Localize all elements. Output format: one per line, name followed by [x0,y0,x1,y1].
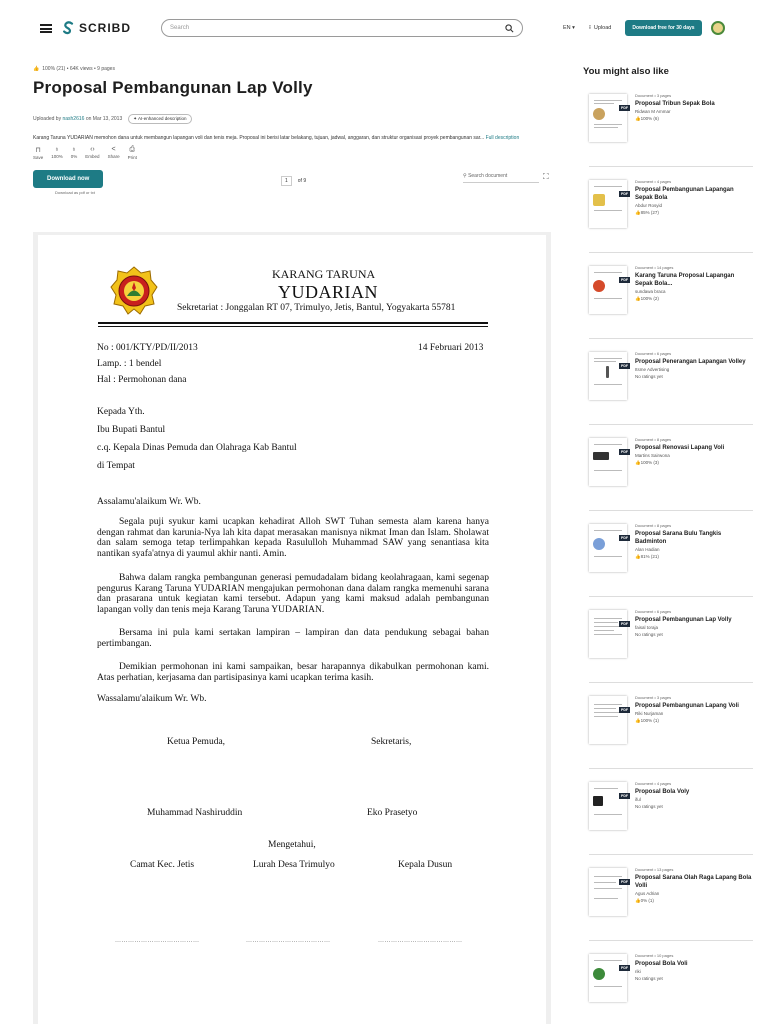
document-title: Proposal Pembangunan Lap Volly [635,617,732,623]
thumbnail-image [593,280,605,292]
action-label: Save [33,155,44,160]
document-rating: No ratings yet [635,374,663,379]
document-rating: No ratings yet [635,804,663,809]
recommended-document[interactable] [583,432,753,518]
upload-date: on Mar 13, 2013 [85,116,123,122]
letter-paragraph: Bersama ini pula kami sertakan lampiran – lampiran dan data pendukung sebagai bahan pertimbangan. [97,628,489,649]
divider [589,166,753,167]
letter-org-line1: KARANG TARUNA [272,267,376,281]
share-icon: < [111,146,116,153]
divider [589,854,753,855]
recommendations-sidebar [583,66,753,981]
rating-text: 100% (2) [640,296,659,301]
save-button[interactable] [33,146,43,160]
language-selector[interactable]: EN ▾ [563,25,575,31]
recommended-document[interactable] [583,174,753,260]
document-type: Document • 8 pages [635,523,672,528]
page-title: Proposal Pembangunan Lap Volly [33,78,313,97]
acknowledgement: Mengetahui, [268,840,316,850]
rating-text: 100% (6) [640,116,659,121]
rating-text: 0% (1) [640,898,654,903]
embed-icon: ‹› [90,146,95,153]
thumbnail-image [593,796,603,806]
upload-icon: ⭱ [588,24,591,31]
document-page [38,235,546,1024]
recommended-document[interactable] [583,604,753,690]
document-type: Document • 6 pages [635,609,672,614]
document-thumbnail [589,524,627,572]
signatory-role: Camat Kec. Jetis [130,860,195,870]
document-thumbnail [589,954,627,1002]
document-author: Itsme Advertising [635,367,670,372]
recommended-document[interactable] [583,690,753,776]
thumbnail-image [593,452,609,460]
action-label: 0% [70,154,78,159]
document-thumbnail [589,180,627,228]
document-meta [33,66,551,72]
document-title: Karang Taruna Proposal Lapangan Sepak Bola... [635,273,735,287]
document-thumbnail [589,868,627,916]
document-rating: 👍81% (21) [635,554,659,559]
page-total: of 9 [297,178,307,184]
document-title: Proposal Penerangan Lapangan Volley [635,359,746,365]
document-thumbnail [589,438,627,486]
recipient-line: di Tempat [97,461,135,471]
download-row [33,170,551,196]
document-type: Document • 6 pages [635,351,672,356]
document-rating: No ratings yet [635,632,663,637]
fullscreen-icon[interactable]: ⛶ [543,172,549,181]
document-thumbnail [589,610,627,658]
ai-badge-label: AI-enhanced description [138,116,187,121]
document-author: faisal toraja [635,625,659,630]
letter-date: 14 Februari 2013 [418,343,484,353]
letter-org-line2: YUDARIAN [278,282,378,302]
uploaded-prefix: Uploaded by [33,116,62,122]
search-icon[interactable] [505,24,514,33]
rating-text: 100% (3) [640,460,659,465]
header-rule [98,326,488,327]
document-thumbnail [589,94,627,142]
download-free-button[interactable]: Download free for 30 days [625,20,701,36]
divider [589,252,753,253]
sidebar-title: You might also like [583,66,669,77]
document-title: Proposal Tribun Sepak Bola [635,101,715,107]
pdf-badge: PDF [621,880,628,884]
upload-button[interactable] [589,24,611,33]
document-type: Document • 4 pages [635,781,672,786]
like-button[interactable] [51,146,63,160]
document-author: Ridwan M Ammar [635,109,671,114]
divider [589,338,753,339]
document-rating: 👍100% (1) [635,718,659,723]
document-title: Proposal Renovasi Lapang Voli [635,445,725,451]
document-thumbnail [589,696,627,744]
letter-subject: Hal : Permohonan dana [97,375,187,385]
signatory-role: Lurah Desa Trimulyo [253,860,335,870]
letter-paragraph: Demikian permohonan ini kami sampaikan, besar harapannya dikabulkan permohonan kami. Atas perhatian, kerjasama dan partisipasinya kami ucapkan terima kasih. [97,662,489,683]
divider [589,768,753,769]
divider [589,510,753,511]
search-document-placeholder: Search document [468,173,508,179]
document-title: Proposal Sarana Olah Raga Lapang Bola Volli [635,875,752,889]
thumbnail-image [593,538,605,550]
ai-badge[interactable]: ✦ AI-enhanced description [128,114,191,124]
thumbnail-image [606,366,609,378]
thumbnail-image [593,194,605,206]
document-type: Document • 14 pages [635,265,674,270]
rating-text: 85% (27) [640,210,659,215]
thumbnail-image [593,108,605,120]
document-rating: 👍100% (2) [635,296,659,301]
divider [589,940,753,941]
document-rating: No ratings yet [635,976,663,981]
recipient-line: Kepada Yth. [97,407,145,417]
document-type: Document • 10 pages [635,953,674,958]
document-title: Proposal Sarana Bulu Tangkis Badminton [635,531,722,545]
page-navigator [281,176,306,186]
recommended-document[interactable] [583,776,753,862]
embed-button[interactable] [85,146,99,160]
pdf-badge: PDF [621,278,628,282]
recipient-line: Ibu Bupati Bantul [97,425,166,435]
document-thumbnail [589,782,627,830]
page-number-input[interactable]: 1 [281,176,292,186]
action-label: Print [127,155,137,160]
header-rule [98,322,488,324]
document-author: iful [635,797,641,802]
rating-text: 100% (1) [640,718,659,723]
print-icon: ⎙ [129,146,136,153]
language-label: EN [563,25,571,31]
document-author: sundawa braca [635,289,666,294]
uploader-link[interactable]: nash2616 [62,116,85,122]
bookmark-icon: ⊓ [35,147,41,154]
document-type: Document • 13 pages [635,867,674,872]
logo-text: SCRIBD [79,21,132,35]
document-rating: 👍85% (27) [635,210,659,215]
document-title: Proposal Bola Voli [635,961,688,967]
thumbs-down-icon: ♁ [71,146,77,153]
search-placeholder: Search [170,25,190,31]
scribd-s-icon [62,21,75,35]
document-type: Document • 4 pages [635,179,672,184]
letter-paragraph: Segala puji syukur kami ucapkan kehadirat Alloh SWT Tuhan semesta alam karena hanya dengan rahmat dan karunia-Nya lah kita dapat merasakan manisnya nikmat Iman dan Islam. Sholawat dan salam semoga tetap terlimpahkan kepada Rasululloh Muhammad SAW yang senantiasa kita nantikan syafa'atnya di yaumul akhir nanti. Amin. [97,517,489,559]
document-author: Riki Nurjaman [635,711,664,716]
document-header [33,66,551,196]
karang-taruna-emblem [110,265,158,317]
meta-text: 100% (21) • 64K views • 9 pages [42,66,115,72]
rating-text: 81% (21) [640,554,659,559]
pdf-badge: PDF [621,192,628,196]
signatory-name: Eko Prasetyo [367,808,418,818]
divider [589,424,753,425]
dislike-button[interactable] [71,146,78,160]
description-text: Karang Taruna YUDARIAN memohon dana untuk membangun lapangan voli dan tenis meja. Proposal ini berisi latar belakang, tujuan, jadwal, anggaran, dan struktur organisasi proyek pembangunan sar... [33,135,485,141]
action-bar [33,146,551,160]
menu-icon[interactable] [40,24,52,33]
document-type: Document • 3 pages [635,93,672,98]
letter-paragraph: Bahwa dalam rangka pembangunan generasi pemudadalam bidang keolahragaan, kami segenap pengurus Karang Taruna YUDARIAN mengajukan permohonan dana dalam rangka memenuhi sarana dan prasarana untuk kegiatan kami tersebut. Adapun yang kami maksud adalah pembangunan lapangan volly dan tenis meja Karang Taruna YUDARIAN. [97,573,489,615]
search-icon: ⚲ [463,173,467,179]
document-author: riki [635,969,641,974]
action-label: Embed [85,154,100,159]
pdf-badge: PDF [621,536,628,540]
signatory-role: Sekretaris, [371,737,412,747]
action-label: Share [107,154,120,159]
document-title: Proposal Bola Voly [635,789,690,795]
description [33,134,533,142]
top-bar [0,0,768,56]
avatar[interactable] [711,21,725,35]
divider [589,596,753,597]
document-rating: 👍100% (3) [635,460,659,465]
recommended-document[interactable] [583,862,753,948]
document-title: Proposal Pembangunan Lapangan Sepak Bola [635,187,734,201]
thumbs-up-icon: ♁ [54,146,60,153]
signature-line: ………………………………… [246,938,331,944]
document-author: Agus Adrian [635,891,660,896]
recommended-document[interactable] [583,948,753,1034]
recommended-document[interactable] [583,518,753,604]
pdf-badge: PDF [621,794,628,798]
download-subtext: Download as pdf or txt [55,190,95,195]
pdf-badge: PDF [621,450,628,454]
thumbs-up-icon: 👍 [33,66,40,72]
pdf-badge: PDF [621,622,628,626]
document-rating: 👍100% (6) [635,116,659,121]
upload-label: Upload [593,25,612,31]
recommended-document[interactable] [583,88,753,174]
document-rating: 👍0% (1) [635,898,654,903]
search-input[interactable] [161,19,523,37]
document-type: Document • 8 pages [635,437,672,442]
signatory-name: Muhammad Nashiruddin [147,808,243,818]
share-button[interactable] [108,146,120,160]
pdf-badge: PDF [621,106,628,110]
signatory-role: Kepala Dusun [398,860,453,870]
document-thumbnail [589,266,627,314]
action-label: 100% [51,154,63,159]
document-author: Alan Hadian [635,547,660,552]
thumbnail-image [593,968,605,980]
recipient-line: c.q. Kepala Dinas Pemuda dan Olahraga Kab Bantul [97,443,297,453]
signature-line: ………………………………… [378,938,463,944]
recommended-document[interactable] [583,260,753,346]
full-description-link[interactable]: Full description [485,135,520,141]
pdf-badge: PDF [621,966,628,970]
pdf-badge: PDF [621,708,628,712]
pdf-badge: PDF [621,364,628,368]
letter-attachment: Lamp. : 1 bendel [97,359,162,369]
document-author: Abdur Rosyid [635,203,663,208]
download-now-button[interactable]: Download now [33,170,103,188]
recommended-document[interactable] [583,346,753,432]
greeting: Assalamu'alaikum Wr. Wb. [97,497,201,507]
signatory-role: Ketua Pemuda, [167,737,226,747]
document-author: Martins Sairwona [635,453,670,458]
search-document-input[interactable] [463,173,539,183]
print-button[interactable] [128,146,137,160]
letter-number: No : 001/KTY/PD/II/2013 [97,343,198,353]
document-thumbnail [589,352,627,400]
upload-info [33,114,551,124]
letter-address: Sekretariat : Jonggalan RT 07, Trimulyo, Jetis, Bantul, Yogyakarta 55781 [177,303,456,313]
scribd-logo[interactable] [62,21,131,35]
closing: Wassalamu'alaikum Wr. Wb. [97,694,207,704]
document-type: Document • 3 pages [635,695,672,700]
divider [589,682,753,683]
signature-line: ………………………………… [115,938,200,944]
document-title: Proposal Pembangunan Lapang Voli [635,703,739,709]
document-viewer[interactable] [33,232,551,1024]
